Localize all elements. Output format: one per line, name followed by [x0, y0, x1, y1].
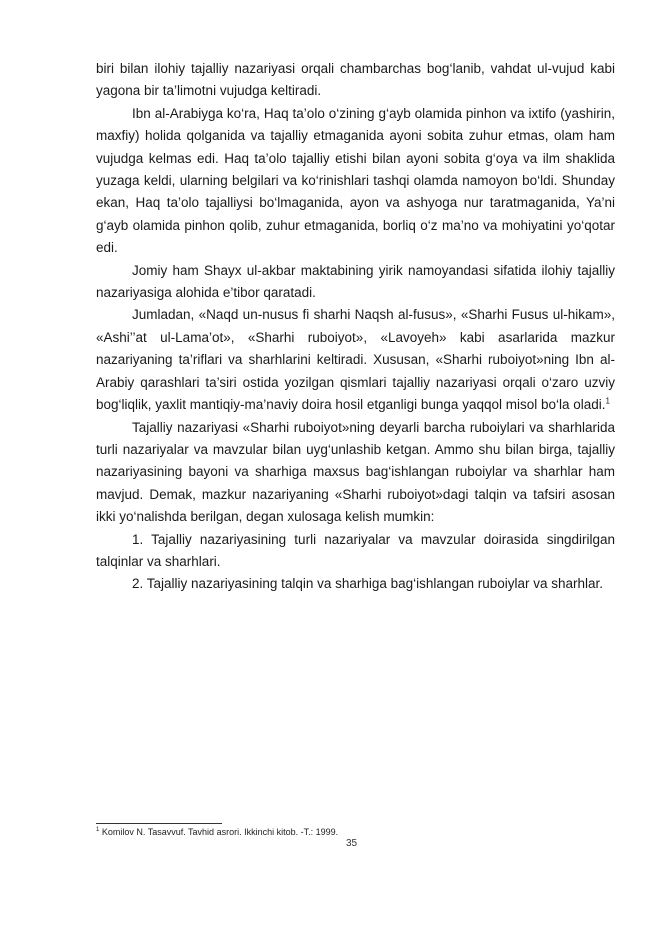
footnote-text: Komilov N. Tasavvuf. Tavhid asrori. Ikkinchi kitob. -T.: 1999. — [99, 827, 339, 837]
paragraph: biri bilan ilohiy tajalliy nazariyasi orqali chambarchas bog‘lanib, vahdat ul-vujud kabi yagona bir ta’limotni vujudga keltiradi. — [96, 61, 615, 99]
paragraph: Ibn al-Arabiyga ko‘ra, Haq ta’olo o‘zining g‘ayb olamida pinhon va ixtifo (yashirin, maxfiy) holida qolganida va tajalliy etmaganida ayoni sobita zuhur etmas, olam ham vujudga kelmas edi. Haq ta’olo tajalliy etishi bilan ayoni sobita g‘oya va ilm shaklida yuzaga keldi, ularning belgilari va ko‘rinishlari tashqi olamda namoyon bo‘ldi. Shunday ekan, Haq ta’olo tajalliysi bo‘lmaganida, ayon va ashyoga nur taratmaganida, Ya’ni g‘ayb olamida pinhon qolib, zuhur etmaganida, borliq o‘z ma’no va mohiyatini yo‘qotar edi. — [96, 105, 615, 256]
footnote-divider — [96, 823, 222, 824]
footnote-marker: 1 — [96, 827, 100, 833]
document-body — [96, 58, 615, 596]
paragraph: Tajalliy nazariyasi «Sharhi ruboiyot»ning deyarli barcha ruboiylari va sharhlarida turli nazariyalar va mavzular bilan uyg‘unlashib ketgan. Ammo shu bilan birga, tajalliy nazariyasining bayoni va sharhiga maxsus bag‘ishlangan ruboiylar va sharhlar ham mavjud. Demak, mazkur nazariyaning «Sharhi ruboiyot»dagi talqin va tafsiri asosan ikki yo‘nalishda berilgan, degan xulosaga kelish mumkin: — [96, 419, 615, 525]
list-item: 1. Tajalliy nazariyasining turli nazariyalar va mavzular doirasida singdirilgan talqinlar va sharhlari. — [96, 531, 615, 569]
paragraph: Jomiy ham Shayx ul-akbar maktabining yirik namoyandasi sifatida ilohiy tajalliy nazariyasiga alohida e’tibor qaratadi. — [96, 262, 615, 301]
paragraph-with-footnote — [96, 304, 615, 416]
footnote — [96, 826, 338, 838]
page-number: 35 — [346, 838, 358, 849]
footnote-reference[interactable]: 1 — [605, 396, 610, 406]
paragraph-text: Jumladan, «Naqd un-nusus fi sharhi Naqsh al-fusus», «Sharhi Fusus ul-hikam», «Ashi’’at ul-Lama’ot», «Sharhi ruboiyot», «Lavoyeh» kabi asarlarida mazkur nazariyaning ta’riflari va sharhlarini keltiradi. Xususan, «Sharhi ruboiyot»ning Ibn al-Arabiy qarashlari ta’siri ostida yozilgan qismlari tajalliy nazariyasi orqali o‘zaro uzviy bog‘liqlik, yaxlit mantiqiy-ma’naviy doira hosil etganligi bunga yaqqol misol bo‘la oladi. — [96, 307, 615, 413]
list-item: 2. Tajalliy nazariyasining talqin va sharhiga bag‘ishlangan ruboiylar va sharhlar. — [132, 576, 604, 592]
